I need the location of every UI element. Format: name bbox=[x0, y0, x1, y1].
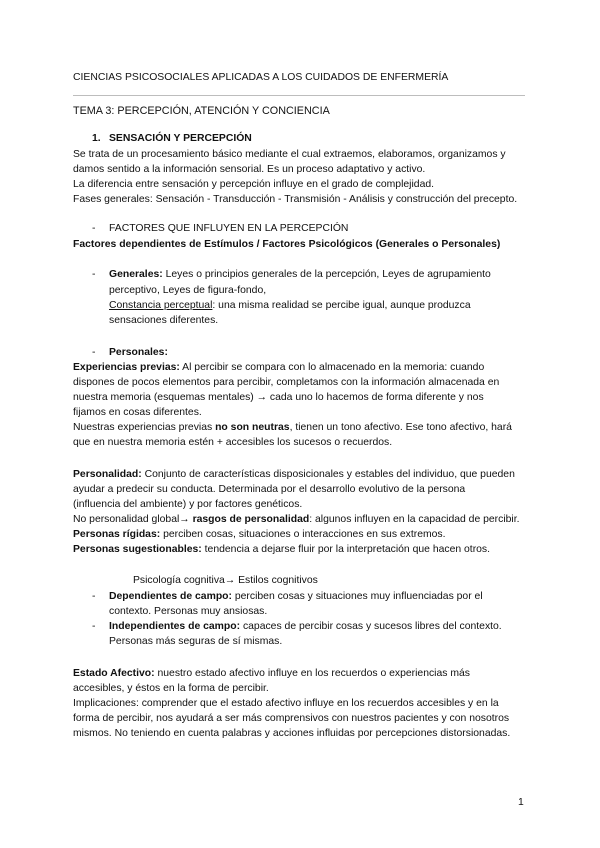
global-text-c: : algunos influyen en la capacidad de percibir. bbox=[309, 514, 520, 525]
neutras-bold: no son neutras bbox=[215, 422, 290, 433]
paragraph-line: que en nuestra memoria estén + accesibles los sucesos o recuerdos. bbox=[73, 437, 393, 448]
generales-text: Leyes o principios generales de la percepción, Leyes de agrupamiento bbox=[162, 269, 491, 280]
paragraph-line bbox=[73, 543, 490, 557]
section-heading: SENSACIÓN Y PERCEPCIÓN bbox=[109, 133, 252, 144]
list-item bbox=[109, 590, 483, 604]
personalidad-label: Personalidad: bbox=[73, 469, 142, 480]
paragraph-line: accesibles, y éstos en la forma de percibir. bbox=[73, 683, 269, 694]
paragraph-line: dispones de pocos elementos para percibir, completamos con la información almacenada en bbox=[73, 377, 500, 388]
list-dash: - bbox=[92, 223, 96, 234]
paragraph-line: Implicaciones: comprender que el estado afectivo influye en los recuerdos accesibles y en la bbox=[73, 698, 499, 709]
rasgos-bold: rasgos de personalidad bbox=[192, 514, 310, 525]
list-dash: - bbox=[92, 621, 96, 632]
neutras-text-c: , tienen un tono afectivo. Ese tono afectivo, hará bbox=[289, 422, 512, 433]
paragraph-line bbox=[73, 421, 512, 435]
paragraph-line bbox=[73, 513, 520, 527]
paragraph-line: ayudar a predecir su conducta. Determinada por el desarrollo evolutivo de la persona bbox=[73, 484, 466, 495]
personales-label: Personales: bbox=[109, 347, 168, 358]
paragraph-line: contexto. Personas muy ansiosas. bbox=[109, 606, 268, 617]
list-dash: - bbox=[92, 347, 96, 358]
factores-heading: FACTORES QUE INFLUYEN EN LA PERCEPCIÓN bbox=[109, 223, 349, 234]
independientes-label: Independientes de campo: bbox=[109, 621, 241, 632]
paragraph-line: nuestra memoria (esquemas mentales) → cada uno lo hacemos de forma diferente y nos bbox=[73, 392, 484, 403]
paragraph-line: sensaciones diferentes. bbox=[109, 315, 219, 326]
personalidad-text: Conjunto de características disposicionales y estables del individuo, que pueden bbox=[141, 469, 515, 480]
afectivo-text: nuestro estado afectivo influye en los recuerdos o experiencias más bbox=[154, 668, 470, 679]
paragraph-line: Fases generales: Sensación - Transducción - Transmisión - Análisis y construcción del precepto. bbox=[73, 194, 518, 205]
constancia-label: Constancia perceptual bbox=[109, 300, 213, 311]
paragraph-line bbox=[73, 667, 470, 681]
paragraph-line: (influencia del ambiente) y por factores genéticos. bbox=[73, 499, 303, 510]
list-dash: - bbox=[92, 591, 96, 602]
list-item bbox=[109, 268, 491, 282]
experiencias-label: Experiencias previas: bbox=[73, 362, 180, 373]
cognitiva-heading: Psicología cognitiva→ Estilos cognitivos bbox=[133, 575, 318, 586]
dependientes-text: perciben cosas y situaciones muy influenciadas por el bbox=[231, 591, 483, 602]
paragraph-line: Se trata de un procesamiento básico mediante el cual extraemos, elaboramos, organizamos y bbox=[73, 149, 506, 160]
rigidas-text: perciben cosas, situaciones o interacciones en sus extremos. bbox=[160, 529, 446, 540]
dependientes-label: Dependientes de campo: bbox=[109, 591, 232, 602]
topic-title: TEMA 3: PERCEPCIÓN, ATENCIÓN Y CONCIENCIA bbox=[73, 105, 330, 117]
experiencias-text: Al percibir se compara con lo almacenado en la memoria: cuando bbox=[179, 362, 485, 373]
paragraph-line: perceptivo, Leyes de figura-fondo, bbox=[109, 285, 267, 296]
generales-label: Generales: bbox=[109, 269, 163, 280]
paragraph-line bbox=[73, 361, 484, 375]
sugestionables-text: tendencia a dejarse fluir por la interpretación que hacen otros. bbox=[201, 544, 491, 555]
page-number: 1 bbox=[518, 797, 524, 808]
global-text-a: No personalidad global→ bbox=[73, 514, 193, 525]
paragraph-line: mismos. No teniendo en cuenta palabras y acciones influidas por percepciones distorsionadas. bbox=[73, 728, 511, 739]
paragraph-line: La diferencia entre sensación y percepción influye en el grado de complejidad. bbox=[73, 179, 435, 190]
paragraph-line: damos sentido a la información sensorial. Es un proceso adaptativo y activo. bbox=[73, 164, 426, 175]
list-dash: - bbox=[92, 269, 96, 280]
section-number: 1. bbox=[92, 133, 101, 144]
paragraph-line: Personas más seguras de sí mismas. bbox=[109, 636, 283, 647]
rigidas-label: Personas rígidas: bbox=[73, 529, 161, 540]
paragraph-line bbox=[73, 528, 446, 542]
sugestionables-label: Personas sugestionables: bbox=[73, 544, 202, 555]
afectivo-label: Estado Afectivo: bbox=[73, 668, 155, 679]
paragraph-line: forma de percibir, nos ayudará a ser más comprensivos con nuestros pacientes y con nosotros bbox=[73, 713, 510, 724]
factores-subheading: Factores dependientes de Estímulos / Factores Psicológicos (Generales o Personales) bbox=[73, 239, 501, 250]
independientes-text: capaces de percibir cosas y sucesos libres del contexto. bbox=[240, 621, 502, 632]
constancia-text: : una misma realidad se percibe igual, aunque produzca bbox=[212, 300, 471, 311]
course-title: CIENCIAS PSICOSOCIALES APLICADAS A LOS CUIDADOS DE ENFERMERÍA bbox=[73, 72, 449, 83]
paragraph-line: fijamos en cosas diferentes. bbox=[73, 407, 202, 418]
list-item bbox=[109, 299, 471, 313]
list-item bbox=[109, 620, 502, 634]
title-divider bbox=[73, 95, 525, 96]
paragraph-line bbox=[73, 468, 515, 482]
neutras-text-a: Nuestras experiencias previas bbox=[73, 422, 216, 433]
